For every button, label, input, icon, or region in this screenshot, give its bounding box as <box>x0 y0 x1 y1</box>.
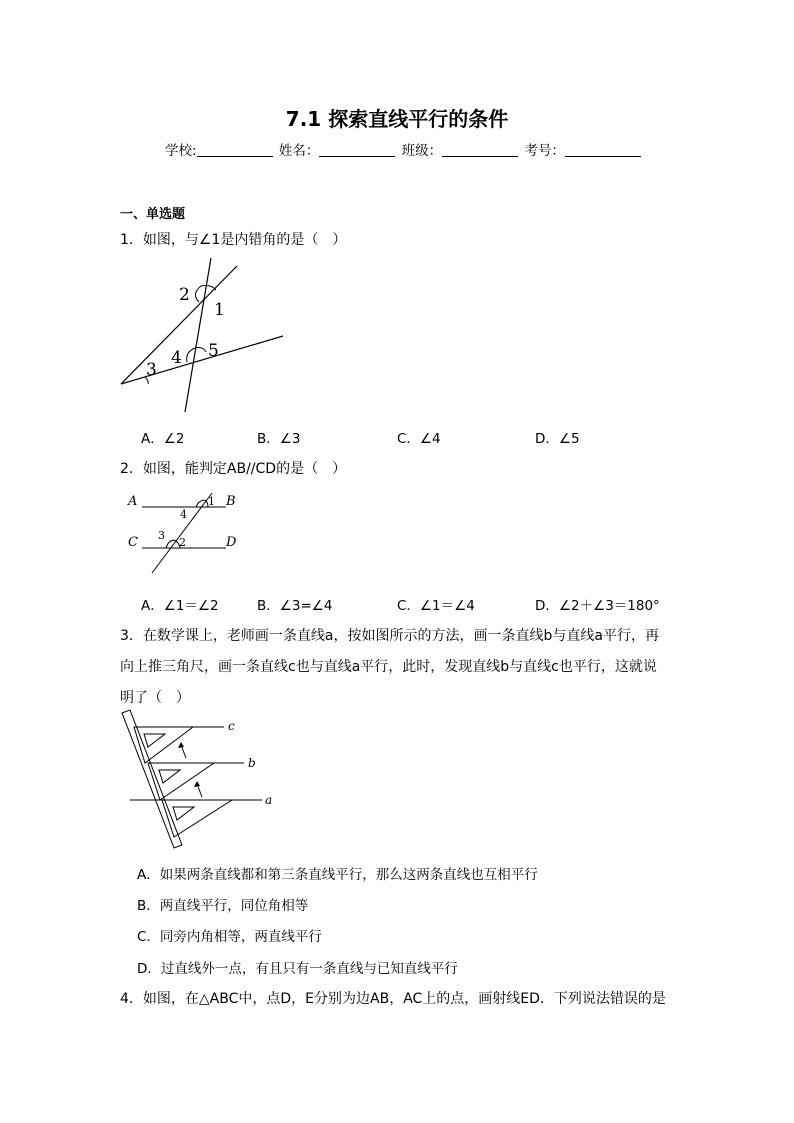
question-2-text: 2．如图，能判定AB//CD的是（ ） <box>120 461 347 477</box>
name-label: 姓名： <box>278 143 320 159</box>
fig1-line-steep <box>185 258 211 412</box>
fig1-arc-5 <box>195 348 206 353</box>
fig2-label-3: 3 <box>158 529 165 542</box>
set-square-bottom <box>162 800 232 837</box>
q3-option-b[interactable]: B．两直线平行，同位角相等 <box>137 898 309 914</box>
exam-no-label: 考号： <box>524 143 565 159</box>
q2-option-b[interactable]: B．∠3=∠4 <box>257 598 333 614</box>
fig2-arc-3 <box>166 540 174 548</box>
question-3-figure <box>120 705 280 850</box>
arrow-head-icon-2 <box>194 781 200 787</box>
school-blank[interactable] <box>197 142 273 157</box>
q1-option-d[interactable]: D．∠5 <box>535 431 580 447</box>
fig3-label-b: b <box>248 756 256 770</box>
school-label: 学校: <box>165 143 197 159</box>
set-square-bottom-inner <box>173 807 194 820</box>
set-square-mid-inner <box>159 770 180 783</box>
exam-no-blank[interactable] <box>565 142 641 157</box>
question-3-line-3: 明了（ ） <box>120 690 190 706</box>
q2-option-c[interactable]: C．∠1＝∠4 <box>397 598 475 614</box>
q1-option-a[interactable]: A．∠2 <box>141 431 185 447</box>
q3-option-d[interactable]: D．过直线外一点，有且只有一条直线与已知直线平行 <box>137 961 458 977</box>
fig1-label-2: 2 <box>179 285 190 305</box>
fig1-arc-2 <box>195 286 201 302</box>
question-1-text: 1．如图，与∠1是内错角的是（ ） <box>120 232 347 248</box>
q1-option-c[interactable]: C．∠4 <box>397 431 441 447</box>
class-blank[interactable] <box>442 142 518 157</box>
page-title: 7.1 探索直线平行的条件 <box>285 107 509 131</box>
q2-option-a[interactable]: A．∠1＝∠2 <box>141 598 219 614</box>
fig1-label-4: 4 <box>171 348 182 368</box>
question-3-line-2: 向上推三角尺，画一条直线c也与直线a平行，此时，发现直线b与直线c也平行，这就说 <box>120 659 657 675</box>
fig1-label-5: 5 <box>208 341 219 361</box>
fig2-label-4: 4 <box>180 508 187 521</box>
question-2-figure <box>122 488 242 578</box>
fig2-label-b: B <box>226 494 236 509</box>
ruler-shape <box>122 710 182 848</box>
fig2-label-c: C <box>128 535 138 550</box>
q1-option-b[interactable]: B．∠3 <box>257 431 301 447</box>
fig1-label-3: 3 <box>146 360 157 380</box>
question-1-figure <box>115 252 290 417</box>
fig2-label-2: 2 <box>179 536 186 549</box>
fig1-label-1: 1 <box>214 300 225 320</box>
q3-option-a[interactable]: A．如果两条直线都和第三条直线平行，那么这两条直线也互相平行 <box>137 867 538 883</box>
class-label: 班级： <box>401 143 443 159</box>
question-4-text: 4．如图，在△ABC中，点D，E分别为边AB，AC上的点，画射线ED．下列说法错误的是 <box>120 991 666 1007</box>
fig3-label-a: a <box>265 793 273 807</box>
section-heading: 一、单选题 <box>120 207 186 222</box>
arrow-head-icon <box>178 742 184 748</box>
fig2-label-1: 1 <box>208 495 215 508</box>
fig3-label-c: c <box>228 719 235 733</box>
q3-option-c[interactable]: C．同旁内角相等，两直线平行 <box>137 929 322 945</box>
question-3-line-1: 3．在数学课上，老师画一条直线a，按如图所示的方法，画一条直线b与直线a平行，再 <box>120 628 659 644</box>
fig2-label-d: D <box>226 535 237 550</box>
set-square-top-inner <box>144 734 165 747</box>
q2-option-d[interactable]: D．∠2＋∠3＝180° <box>535 598 660 614</box>
fig2-label-a: A <box>128 494 138 509</box>
name-blank[interactable] <box>319 142 395 157</box>
student-info-line <box>165 139 643 159</box>
